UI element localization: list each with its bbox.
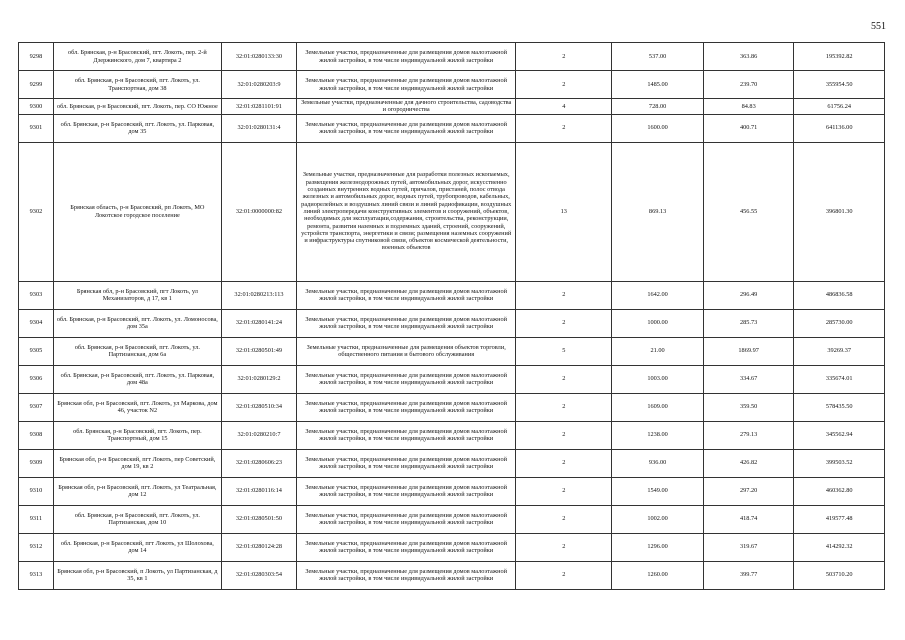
- row-land-use: Земельные участки, предназначенные для размещения домов малоэтажной жилой застройки, в том числе индивидуальной жилой застройки: [297, 114, 516, 142]
- row-number: 9301: [19, 114, 54, 142]
- row-cadastral-number: 32:01:0280203:9: [221, 71, 296, 99]
- table-body: [19, 43, 885, 590]
- row-cadastral-number: 32:01:0281101:91: [221, 99, 296, 115]
- row-use-group: 2: [516, 71, 612, 99]
- row-cadastral-value: 414292.32: [794, 533, 885, 561]
- row-unit-price: 296.49: [703, 281, 794, 309]
- row-cadastral-value: 39269.37: [794, 337, 885, 365]
- row-address: обл. Брянская, р-н Брасовский, пгт Локоть, ул Шолохова, дом 14: [53, 533, 221, 561]
- row-use-group: 2: [516, 114, 612, 142]
- row-address: обл. Брянская, р-н Брасовский, пгт. Локоть, ул. Парковая, дом 48а: [53, 365, 221, 393]
- row-number: 9298: [19, 43, 54, 71]
- row-area: 1485.00: [612, 71, 704, 99]
- row-cadastral-value: 345562.94: [794, 421, 885, 449]
- row-land-use: Земельные участки, предназначенные для размещения домов малоэтажной жилой застройки, в том числе индивидуальной жилой застройки: [297, 505, 516, 533]
- row-area: 1260.00: [612, 561, 704, 589]
- row-area: 1600.00: [612, 114, 704, 142]
- row-number: 9309: [19, 449, 54, 477]
- row-land-use: Земельные участки, предназначенные для размещения домов малоэтажной жилой застройки, в том числе индивидуальной жилой застройки: [297, 477, 516, 505]
- row-use-group: 2: [516, 533, 612, 561]
- row-cadastral-number: 32:01:0280213:113: [221, 281, 296, 309]
- table-row: [19, 114, 885, 142]
- row-cadastral-number: 32:01:0280210:7: [221, 421, 296, 449]
- row-number: 9310: [19, 477, 54, 505]
- row-cadastral-value: 578435.50: [794, 393, 885, 421]
- row-address: обл. Брянская, р-н Брасовский, пгт. Локоть, ул. Партизанская, дом 6а: [53, 337, 221, 365]
- row-cadastral-number: 32:01:0000000:82: [221, 142, 296, 281]
- row-unit-price: 399.77: [703, 561, 794, 589]
- row-area: 537.00: [612, 43, 704, 71]
- row-cadastral-value: 460362.80: [794, 477, 885, 505]
- row-address: Брянская обл, р-н Брасовский, пгт. Локоть, ул Маркова, дом 46, участок N2: [53, 393, 221, 421]
- table-row: [19, 71, 885, 99]
- row-area: 1238.00: [612, 421, 704, 449]
- row-cadastral-number: 32:01:0280116:14: [221, 477, 296, 505]
- row-use-group: 2: [516, 365, 612, 393]
- row-use-group: 2: [516, 421, 612, 449]
- row-cadastral-value: 503710.20: [794, 561, 885, 589]
- table-row: [19, 449, 885, 477]
- row-unit-price: 84.83: [703, 99, 794, 115]
- row-land-use: Земельные участки, предназначенные для размещения домов малоэтажной жилой застройки, в том числе индивидуальной жилой застройки: [297, 449, 516, 477]
- row-number: 9305: [19, 337, 54, 365]
- row-address: обл. Брянская, р-н Брасовский, пгт. Локоть, ул. Транспортная, дом 38: [53, 71, 221, 99]
- row-use-group: 2: [516, 393, 612, 421]
- row-cadastral-number: 32:01:0280303:54: [221, 561, 296, 589]
- row-use-group: 2: [516, 449, 612, 477]
- row-land-use: Земельные участки, предназначенные для размещения объектов торговли, общественного питания и бытового обслуживания: [297, 337, 516, 365]
- row-cadastral-number: 32:01:0280606:23: [221, 449, 296, 477]
- row-cadastral-value: 641136.00: [794, 114, 885, 142]
- row-address: Брянская обл, р-н Брасовский, пгт Локоть, ул Механизаторов, д 17, кв 1: [53, 281, 221, 309]
- row-unit-price: 359.50: [703, 393, 794, 421]
- page-number: 551: [871, 21, 886, 32]
- table-row: [19, 561, 885, 589]
- cadastral-value-table: [18, 42, 885, 590]
- row-area: 21.00: [612, 337, 704, 365]
- table-row: [19, 281, 885, 309]
- row-use-group: 5: [516, 337, 612, 365]
- row-unit-price: 285.73: [703, 309, 794, 337]
- row-cadastral-number: 32:01:0280131:4: [221, 114, 296, 142]
- row-address: обл. Брянская, р-н Брасовский, пгт. Локоть, пер. 2-й Дзержинского, дом 7, квартира 2: [53, 43, 221, 71]
- row-use-group: 2: [516, 477, 612, 505]
- row-unit-price: 363.86: [703, 43, 794, 71]
- row-cadastral-value: 285730.00: [794, 309, 885, 337]
- row-cadastral-value: 195392.82: [794, 43, 885, 71]
- row-cadastral-number: 32:01:0280133:30: [221, 43, 296, 71]
- table-row: [19, 337, 885, 365]
- row-number: 9311: [19, 505, 54, 533]
- row-number: 9308: [19, 421, 54, 449]
- row-use-group: 2: [516, 281, 612, 309]
- row-area: 1296.00: [612, 533, 704, 561]
- row-number: 9304: [19, 309, 54, 337]
- table-row: [19, 421, 885, 449]
- row-area: 1549.00: [612, 477, 704, 505]
- table-row: [19, 99, 885, 115]
- table-row: [19, 505, 885, 533]
- row-address: Брянская область, р-н Брасовский, рп Локоть, МО Локотское городское поселение: [53, 142, 221, 281]
- table-row: [19, 365, 885, 393]
- row-area: 1000.00: [612, 309, 704, 337]
- row-address: обл. Брянская, р-н Брасовский, пгт. Локоть, ул. Парковая, дом 35: [53, 114, 221, 142]
- table-row: [19, 533, 885, 561]
- table-row: [19, 393, 885, 421]
- row-number: 9307: [19, 393, 54, 421]
- row-land-use: Земельные участки, предназначенные для размещения домов малоэтажной жилой застройки, в том числе индивидуальной жилой застройки: [297, 309, 516, 337]
- row-cadastral-value: 399503.52: [794, 449, 885, 477]
- row-use-group: 2: [516, 43, 612, 71]
- row-unit-price: 297.20: [703, 477, 794, 505]
- row-unit-price: 400.71: [703, 114, 794, 142]
- row-unit-price: 239.70: [703, 71, 794, 99]
- row-land-use: Земельные участки, предназначенные для разработки полезных ископаемых, размещения железнодорожных путей, автомобильных дорог, искусственно созданных внутренних водных путей, причалов, пристаней, полос отвода железных и автомобильных дорог, водных путей, трубопроводов, кабельных, радиорелейных и воздушных линий связи и линий радиофикации, воздушных линий электропередачи конструктивных элементов и сооружений, объектов, необходимых для эксплуатации,содержания, строительства, реконструкции, ремонта, развития наземных и подземных зданий, строений, сооружений, устройств транспорта, энергетики и связи; размещения наземных сооружений и инфраструктуры спутниковой связи, объектов космической деятельности, военных объектов: [297, 142, 516, 281]
- row-cadastral-number: 32:01:0280501:49: [221, 337, 296, 365]
- row-cadastral-value: 61756.24: [794, 99, 885, 115]
- row-land-use: Земельные участки, предназначенные для размещения домов малоэтажной жилой застройки, в том числе индивидуальной жилой застройки: [297, 393, 516, 421]
- row-area: 728.00: [612, 99, 704, 115]
- row-number: 9299: [19, 71, 54, 99]
- row-unit-price: 334.67: [703, 365, 794, 393]
- row-unit-price: 456.55: [703, 142, 794, 281]
- row-area: 1002.00: [612, 505, 704, 533]
- row-cadastral-number: 32:01:0280129:2: [221, 365, 296, 393]
- row-number: 9313: [19, 561, 54, 589]
- row-address: Брянская обл, р-н Брасовский, пгт Локоть, пер Советский, дом 19, кв 2: [53, 449, 221, 477]
- row-address: Брянская обл, р-н Брасовский, п Локоть, ул Партизанская, д 35, кв 1: [53, 561, 221, 589]
- row-land-use: Земельные участки, предназначенные для размещения домов малоэтажной жилой застройки, в том числе индивидуальной жилой застройки: [297, 281, 516, 309]
- row-cadastral-number: 32:01:0280510:34: [221, 393, 296, 421]
- row-address: обл. Брянская, р-н Брасовский, пгт. Локоть, пер. СО Южное: [53, 99, 221, 115]
- row-cadastral-value: 419577.48: [794, 505, 885, 533]
- row-unit-price: 426.82: [703, 449, 794, 477]
- row-cadastral-number: 32:01:0280124:28: [221, 533, 296, 561]
- row-land-use: Земельные участки, предназначенные для размещения домов малоэтажной жилой застройки, в том числе индивидуальной жилой застройки: [297, 533, 516, 561]
- row-cadastral-number: 32:01:0280141:24: [221, 309, 296, 337]
- row-area: 1003.00: [612, 365, 704, 393]
- row-number: 9300: [19, 99, 54, 115]
- row-use-group: 2: [516, 505, 612, 533]
- row-area: 936.00: [612, 449, 704, 477]
- row-area: 869.13: [612, 142, 704, 281]
- row-address: обл. Брянская, р-н Брасовский, пгт. Локоть, ул. Партизанская, дом 10: [53, 505, 221, 533]
- row-number: 9306: [19, 365, 54, 393]
- row-area: 1609.00: [612, 393, 704, 421]
- row-number: 9303: [19, 281, 54, 309]
- table-row: [19, 43, 885, 71]
- row-unit-price: 279.13: [703, 421, 794, 449]
- row-land-use: Земельные участки, предназначенные для размещения домов малоэтажной жилой застройки, в том числе индивидуальной жилой застройки: [297, 71, 516, 99]
- table-row: [19, 142, 885, 281]
- row-cadastral-value: 355954.50: [794, 71, 885, 99]
- row-unit-price: 418.74: [703, 505, 794, 533]
- row-cadastral-value: 396801.30: [794, 142, 885, 281]
- row-number: 9302: [19, 142, 54, 281]
- row-land-use: Земельные участки, предназначенные для размещения домов малоэтажной жилой застройки, в том числе индивидуальной жилой застройки: [297, 43, 516, 71]
- row-use-group: 13: [516, 142, 612, 281]
- row-unit-price: 319.67: [703, 533, 794, 561]
- row-cadastral-value: 486836.58: [794, 281, 885, 309]
- row-land-use: Земельные участки, предназначенные для дачного строительства, садоводства и огородничества: [297, 99, 516, 115]
- row-cadastral-value: 335674.01: [794, 365, 885, 393]
- row-address: Брянская обл, р-н Брасовский, пгт. Локоть, ул Театральная, дом 12: [53, 477, 221, 505]
- row-use-group: 2: [516, 309, 612, 337]
- table-row: [19, 309, 885, 337]
- row-address: обл. Брянская, р-н Брасовский, пгт. Локоть, ул. Ломоносова, дом 35а: [53, 309, 221, 337]
- row-land-use: Земельные участки, предназначенные для размещения домов малоэтажной жилой застройки, в том числе индивидуальной жилой застройки: [297, 421, 516, 449]
- row-number: 9312: [19, 533, 54, 561]
- row-use-group: 4: [516, 99, 612, 115]
- row-address: обл. Брянская, р-н Брасовский, пгт. Локоть, пер. Транспортный, дом 15: [53, 421, 221, 449]
- row-use-group: 2: [516, 561, 612, 589]
- row-unit-price: 1869.97: [703, 337, 794, 365]
- table-row: [19, 477, 885, 505]
- row-land-use: Земельные участки, предназначенные для размещения домов малоэтажной жилой застройки, в том числе индивидуальной жилой застройки: [297, 561, 516, 589]
- row-land-use: Земельные участки, предназначенные для размещения домов малоэтажной жилой застройки, в том числе индивидуальной жилой застройки: [297, 365, 516, 393]
- row-cadastral-number: 32:01:0280501:50: [221, 505, 296, 533]
- row-area: 1642.00: [612, 281, 704, 309]
